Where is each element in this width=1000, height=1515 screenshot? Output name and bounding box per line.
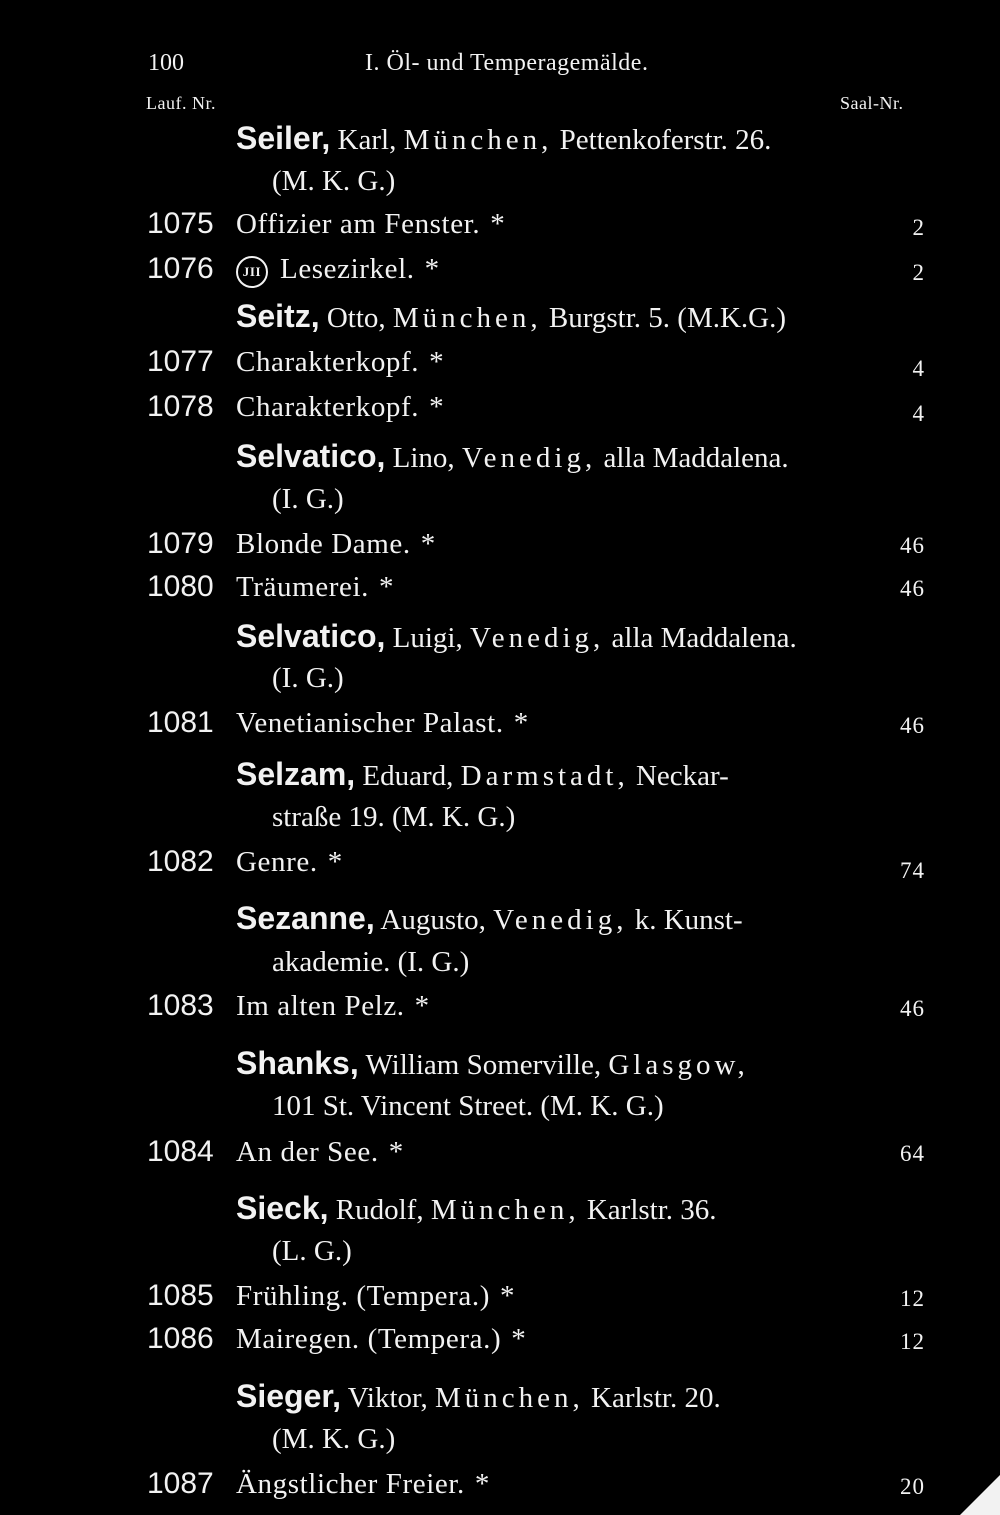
artist-city: Darmstadt, <box>460 760 629 792</box>
star-mark: * <box>327 846 343 878</box>
artist-society: straße 19. (M. K. G.) <box>272 801 516 833</box>
entry-title: Charakterkopf. * <box>236 391 445 423</box>
entry-title: Charakterkopf. * <box>236 346 445 378</box>
artist-address: Karlstr. 36. <box>586 1194 717 1226</box>
entry-title: Offizier am Fenster. * <box>236 208 506 240</box>
entry-number: 1076 <box>147 252 214 285</box>
artist-heading <box>236 438 789 475</box>
artist-heading <box>236 298 786 335</box>
entry-title: Mairegen. (Tempera.) * <box>236 1323 527 1355</box>
star-mark: * <box>513 707 529 739</box>
artist-first-name: Eduard, <box>362 760 454 792</box>
artist-address: Karlstr. 20. <box>591 1382 721 1414</box>
artist-first-name: Lino, <box>392 442 455 474</box>
entry-title: Genre. * <box>236 846 343 878</box>
artist-city: München, <box>392 302 542 334</box>
entry-title: Blonde Dame. * <box>236 528 436 560</box>
page-number: 100 <box>148 50 184 76</box>
artist-address: alla Maddalena. <box>603 442 789 474</box>
entry-number: 1080 <box>147 570 214 603</box>
star-mark: * <box>511 1323 527 1355</box>
artist-name: Selzam, <box>236 756 356 792</box>
star-mark: * <box>388 1136 404 1168</box>
saal-number: 4 <box>912 356 925 381</box>
saal-number: 46 <box>900 713 925 738</box>
artist-name: Seiler, <box>236 120 331 156</box>
entry-number: 1079 <box>147 527 214 560</box>
artist-society: (L. G.) <box>272 1235 352 1267</box>
artist-city: Glasgow, <box>608 1049 749 1081</box>
entry-number: 1081 <box>147 706 214 739</box>
artist-city: Venedig, <box>493 904 628 936</box>
star-mark: * <box>424 253 440 285</box>
saal-number: 46 <box>900 576 925 601</box>
entry-number: 1083 <box>147 989 214 1022</box>
star-mark: * <box>490 208 506 240</box>
star-mark: * <box>499 1280 516 1312</box>
artist-address: Neckar- <box>635 760 729 792</box>
artist-address: Burgstr. 5. (M.K.G.) <box>548 302 787 334</box>
entry-title: An der See. * <box>236 1136 404 1168</box>
artist-name: Sieck, <box>236 1190 329 1226</box>
artist-heading <box>236 1190 717 1227</box>
star-mark: * <box>474 1468 490 1500</box>
entry-title: Im alten Pelz. * <box>236 990 430 1022</box>
artist-address: Pettenkoferstr. 26. <box>559 124 772 156</box>
entry-number: 1084 <box>147 1135 214 1168</box>
artist-city: München, <box>435 1382 584 1414</box>
saal-number: 2 <box>912 260 925 285</box>
star-mark: * <box>379 571 395 603</box>
entry-number: 1086 <box>147 1322 214 1355</box>
saal-number: 20 <box>900 1474 925 1499</box>
artist-first-name: Karl, <box>337 124 397 156</box>
entry-title: Frühling. (Tempera.) * <box>236 1280 516 1312</box>
artist-heading <box>236 618 797 655</box>
artist-heading <box>236 900 743 937</box>
artist-first-name: Augusto, <box>380 904 486 936</box>
star-mark: * <box>429 391 445 423</box>
artist-first-name: Viktor, <box>347 1382 428 1414</box>
running-title: I. Öl- und Temperagemälde. <box>365 50 649 76</box>
artist-name: Shanks, <box>236 1045 359 1081</box>
artist-society: (I. G.) <box>272 483 344 515</box>
artist-city: Venedig, <box>470 622 605 654</box>
artist-heading <box>236 120 771 157</box>
artist-city: München, <box>430 1194 580 1226</box>
artist-first-name: William Somerville, <box>365 1049 602 1081</box>
entry-title: JII Lesezirkel. * <box>236 253 440 288</box>
artist-city: Venedig, <box>461 442 597 474</box>
artist-address: k. Kunst- <box>634 904 743 936</box>
artist-name: Seitz, <box>236 298 320 334</box>
star-mark: * <box>429 346 445 378</box>
saal-number: 74 <box>900 858 925 883</box>
artist-heading <box>236 1045 749 1082</box>
artist-name: Sezanne, <box>236 900 375 936</box>
artist-first-name: Otto, <box>326 302 386 334</box>
artist-name: Sieger, <box>236 1378 341 1414</box>
entry-number: 1075 <box>147 207 214 240</box>
saal-number: 2 <box>912 215 925 240</box>
artist-heading <box>236 756 729 793</box>
star-mark: * <box>420 528 436 560</box>
artist-society: (M. K. G.) <box>272 1423 396 1455</box>
saal-number: 12 <box>900 1329 925 1354</box>
artist-address: alla Maddalena. <box>611 622 797 654</box>
artist-city: München, <box>403 124 553 156</box>
artist-society: (I. G.) <box>272 662 344 694</box>
artist-first-name: Rudolf, <box>335 1194 424 1226</box>
entry-title: Ängstlicher Freier. * <box>236 1468 490 1500</box>
entry-number: 1085 <box>147 1279 214 1312</box>
star-mark: * <box>414 990 430 1022</box>
artist-first-name: Luigi, <box>392 622 463 654</box>
artist-society: 101 St. Vincent Street. (M. K. G.) <box>272 1090 664 1122</box>
saal-number: 4 <box>912 401 925 426</box>
column-header-saal-nr: Saal-Nr. <box>840 93 904 113</box>
artist-society: (M. K. G.) <box>272 165 396 197</box>
entry-title: Träumerei. * <box>236 571 395 603</box>
artist-name: Selvatico, <box>236 438 386 474</box>
saal-number: 46 <box>900 533 925 558</box>
artist-name: Selvatico, <box>236 618 386 654</box>
column-header-lauf-nr: Lauf. Nr. <box>146 93 216 113</box>
saal-number: 12 <box>900 1286 925 1311</box>
entry-number: 1082 <box>147 845 214 878</box>
entry-number: 1077 <box>147 345 214 378</box>
entry-title: Venetianischer Palast. * <box>236 707 529 739</box>
saal-number: 64 <box>900 1141 925 1166</box>
entry-number: 1078 <box>147 390 214 423</box>
badge-icon: JII <box>236 256 268 288</box>
artist-society: akademie. (I. G.) <box>272 946 470 978</box>
saal-number: 46 <box>900 996 925 1021</box>
entry-number: 1087 <box>147 1467 214 1500</box>
artist-heading <box>236 1378 721 1415</box>
page-corner-mark <box>960 1475 1000 1515</box>
